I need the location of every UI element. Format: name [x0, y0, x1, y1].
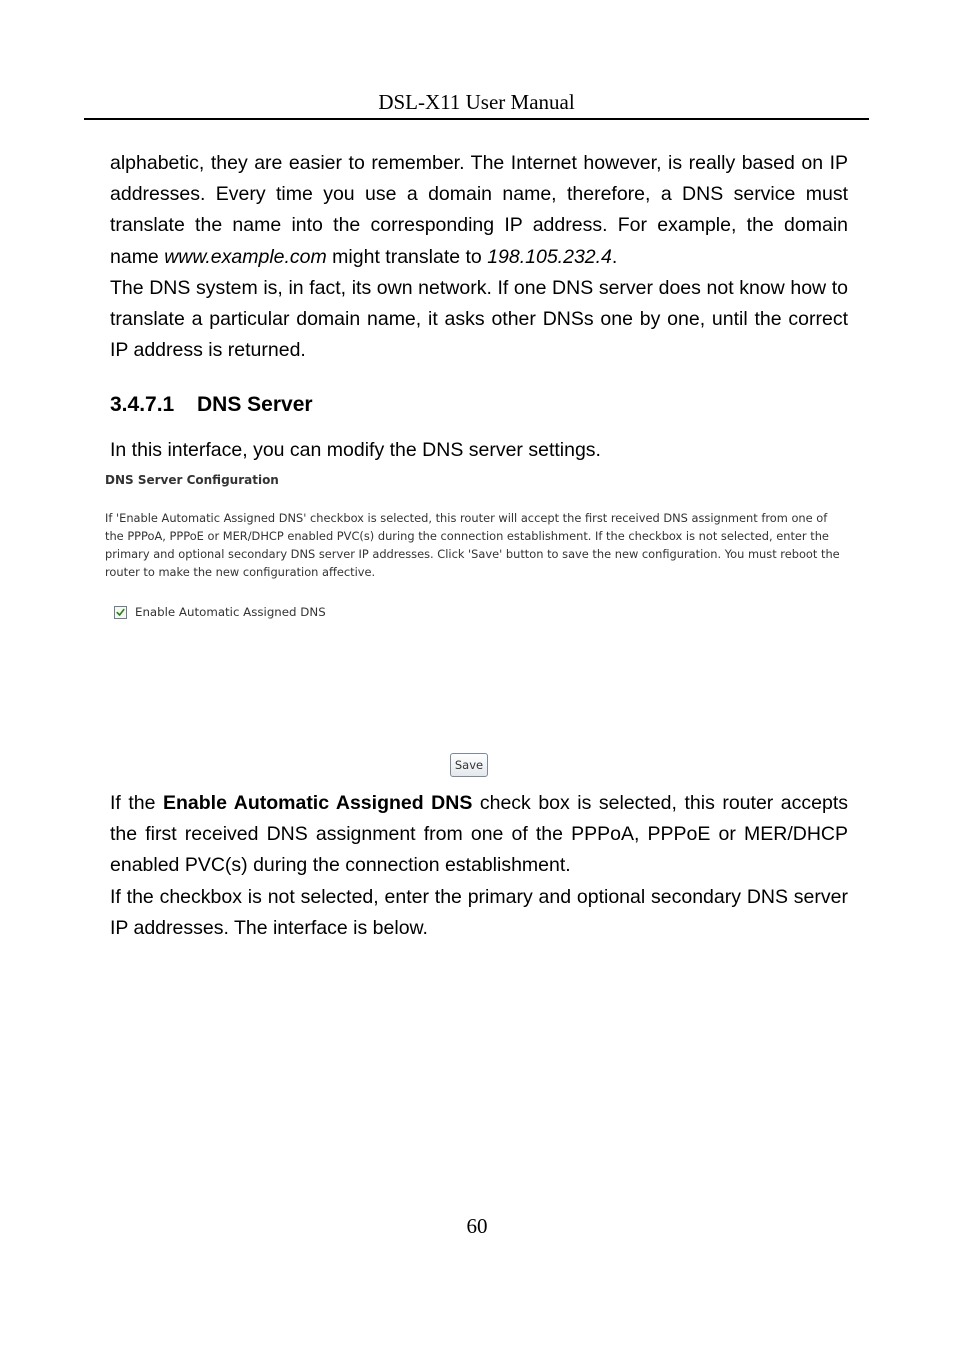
auto-dns-label: Enable Automatic Assigned DNS: [135, 605, 326, 619]
section-title: DNS Server: [197, 393, 313, 416]
auto-dns-option[interactable]: [114, 605, 326, 619]
body-paragraph-2: The DNS system is, in fact, its own network. If one DNS server does not know how to translate a particular domain name, it asks other DNSs one by one, until the correct IP address is returned.: [110, 276, 848, 362]
body-paragraph-1: [110, 148, 848, 366]
bold-option-name: Enable Automatic Assigned DNS: [163, 792, 473, 814]
intro-text: In this interface, you can modify the DNS server settings.: [110, 439, 601, 461]
para1-text-b: might translate to: [326, 245, 488, 268]
body-paragraph-4: If the checkbox is not selected, enter the primary and optional secondary DNS server IP addresses. The interface is below.: [110, 885, 848, 939]
body-paragraph-3: [110, 788, 848, 944]
para1-text-c: .: [611, 245, 618, 268]
checkmark-icon: [116, 608, 125, 617]
auto-dns-checkbox[interactable]: [114, 606, 127, 619]
page-header: [84, 88, 869, 120]
section-heading: [110, 390, 313, 420]
config-description: If 'Enable Automatic Assigned DNS' checkbox is selected, this router will accept the first received DNS assignment from one of the PPPoA, PPPoE or MER/DHCP enabled PVC(s) during the connection establishment. If the checkbox is not selected, enter the primary and optional secondary DNS server IP addresses. Click 'Save' button to save the new configuration. You must reboot the router to make the new configuration affective.: [105, 511, 840, 579]
manual-title: DSL-X11 User Manual: [378, 90, 575, 114]
example-ip: 198.105.232.4: [487, 245, 612, 268]
example-domain: www.example.com: [164, 245, 327, 268]
para1-text: alphabetic, they are easier to remember. The Internet however, is really based on IP addresses. Every time you use a domain name, therefore, a DNS service must translate the name into the corresponding IP address. For example, the domain name: [110, 152, 848, 268]
para3-text-b: check box is selected, this router accepts the first received DNS assignment from one of the PPPoA, PPPoE or MER/DHCP enabled PVC(s) during the connection establishment.: [110, 792, 849, 877]
save-button[interactable]: Save: [450, 753, 488, 777]
page-number: 60: [466, 1214, 488, 1238]
section-number: 3.4.7.1: [110, 393, 175, 416]
para3-text-a: If the: [110, 792, 163, 814]
config-title: DNS Server Configuration: [105, 473, 279, 487]
